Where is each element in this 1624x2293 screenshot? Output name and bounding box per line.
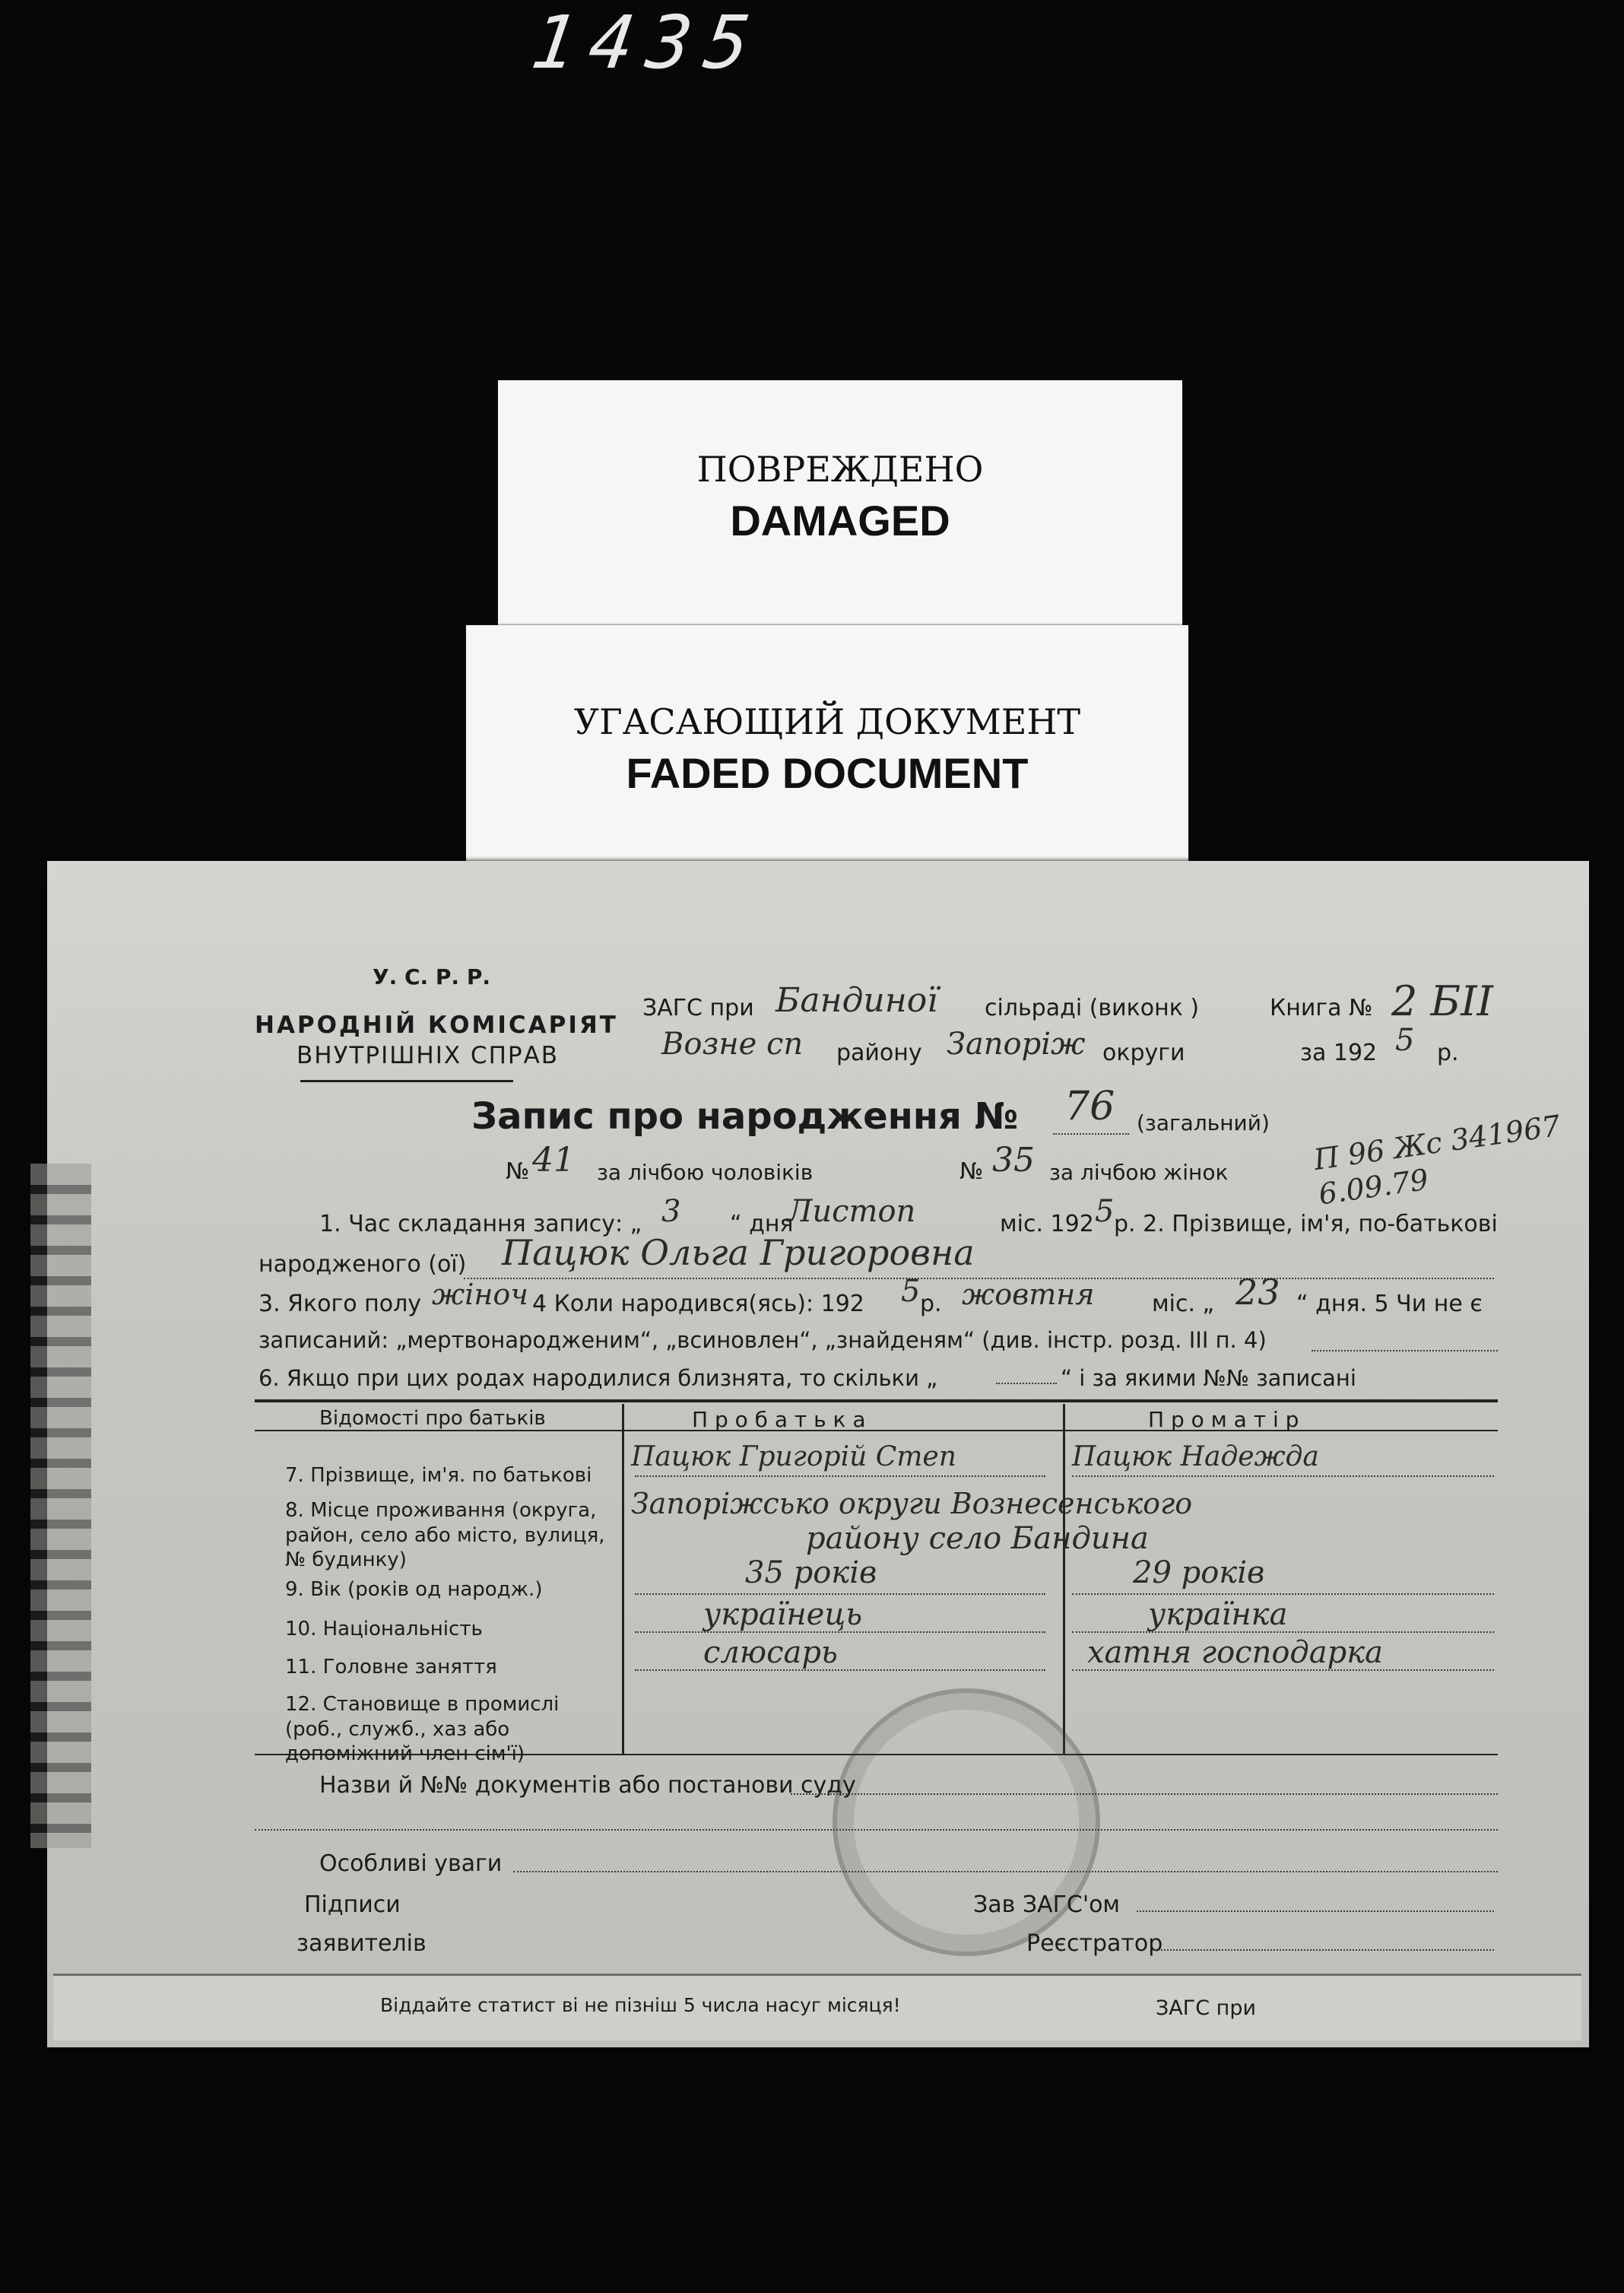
faded-label-en: FADED DOCUMENT — [626, 749, 1029, 797]
damaged-label — [498, 380, 1182, 662]
zags-prefix: ЗАГС при — [642, 995, 754, 1021]
mother-row-line-1 — [1072, 1475, 1494, 1477]
faded-label-ru: УГАСАЮЩИЙ ДОКУМЕНТ — [573, 701, 1081, 742]
line4-fill — [1312, 1350, 1498, 1351]
col-header-info: Відомості про батьків — [319, 1407, 546, 1430]
father-row-line-5 — [635, 1669, 1045, 1671]
okrug-label: округи — [1102, 1040, 1185, 1066]
faded-label — [466, 625, 1188, 861]
year-label: за 192 — [1300, 1040, 1378, 1066]
line4: записаний: „мертвонародженим“, „всиновлен“, „знайденям“ (див. інстр. розд. III п. 4) — [259, 1327, 1267, 1353]
archive-number: 1435 — [526, 0, 769, 85]
line1-c: міс. 192 — [1000, 1211, 1094, 1237]
father-row-line-4 — [635, 1631, 1045, 1633]
commissariat-line-1: НАРОДНІЙ КОМІСАРІЯТ — [255, 1012, 618, 1039]
father-name-hw: Пацюк Григорій Степ — [631, 1441, 956, 1472]
child-name-hw: Пацюк Ольга Григоровна — [502, 1232, 975, 1273]
damaged-label-en: DAMAGED — [730, 497, 950, 545]
record-number-hw: 76 — [1064, 1084, 1115, 1129]
row-label-residence: 8. Місце проживання (округа, район, село або місто, вулиця, № будинку) — [285, 1499, 605, 1571]
notes-line — [513, 1871, 1498, 1872]
district-hw: Возне сп — [661, 1027, 804, 1062]
line2-a: народженого (ої) — [259, 1251, 467, 1278]
female-count-hw: 35 — [992, 1141, 1035, 1180]
registrar-line — [1152, 1949, 1494, 1951]
row-label-name: 7. Прізвище, ім'я. по батькові — [285, 1464, 592, 1487]
record-number-line — [1053, 1133, 1129, 1135]
row-label-occupation: 11. Головне заняття — [285, 1656, 497, 1678]
mother-name-hw: Пацюк Надежда — [1072, 1441, 1319, 1472]
father-age-hw: 35 років — [745, 1555, 877, 1590]
male-label: за лічбою чоловіків — [597, 1160, 814, 1185]
zags-suffix: сільраді (виконк ) — [985, 995, 1200, 1021]
line5-b: “ і за якими №№ записані — [1061, 1365, 1356, 1391]
line1-d: р. 2. Прізвище, ім'я, по-батькові — [1114, 1211, 1498, 1237]
sex-hw: жіноч — [432, 1278, 528, 1311]
bottom-zags-label: ЗАГС при — [1156, 1996, 1257, 2020]
commissariat-line-2: ВНУТРІШНІХ СПРАВ — [297, 1042, 560, 1069]
father-nationality-hw: українець — [703, 1597, 863, 1632]
row-label-age: 9. Вік (років од народж.) — [285, 1578, 543, 1601]
male-count-hw: 41 — [532, 1141, 575, 1180]
col-header-mother: П р о м а т і р — [1148, 1407, 1299, 1432]
mother-row-line-4 — [1072, 1631, 1494, 1633]
father-residence-hw: Запоріжсько округи Вознесенського — [631, 1487, 1193, 1520]
district-label: району — [836, 1040, 922, 1066]
book-label: Книга № — [1270, 995, 1373, 1021]
birth-year-hw: 5 — [901, 1274, 921, 1309]
table-divider-2 — [1063, 1404, 1065, 1754]
okrug-hw: Запоріж — [947, 1027, 1086, 1062]
line3-d: міс. „ — [1152, 1291, 1215, 1317]
registrar-label: Реєстратор — [1026, 1930, 1163, 1957]
record-title: Запис про народження № — [471, 1095, 1019, 1138]
twins-fill — [996, 1383, 1057, 1384]
documents-line-2 — [255, 1829, 1498, 1831]
line1-b: “ дня — [730, 1211, 794, 1237]
father-row-line-1 — [635, 1475, 1045, 1477]
year-suffix: р. — [1437, 1040, 1459, 1066]
row-label-nationality: 10. Національність — [285, 1618, 483, 1640]
damaged-label-ru: ПОВРЕЖДЕНО — [696, 449, 984, 490]
general-label: (загальний) — [1137, 1110, 1270, 1135]
book-number-hw: 2 БІІ — [1391, 977, 1493, 1025]
father-occupation-hw: слюсарь — [703, 1635, 838, 1670]
table-divider-1 — [622, 1404, 624, 1754]
header-rule — [300, 1080, 513, 1082]
table-header-rule — [255, 1430, 1498, 1431]
row-label-status: 12. Становище в промислі (роб., служб., хаз або допоміжний член сім'ї) — [285, 1693, 560, 1765]
male-prefix: № — [506, 1158, 530, 1185]
table-top-rule — [255, 1399, 1498, 1402]
year-hw: 5 — [1395, 1023, 1415, 1058]
signatures-label-1: Підписи — [304, 1891, 401, 1918]
mother-nationality-hw: українка — [1148, 1597, 1288, 1632]
documents-line — [791, 1793, 1498, 1795]
line1-year-hw: 5 — [1095, 1194, 1115, 1229]
father-row-line-3 — [635, 1593, 1045, 1595]
head-zags-line — [1137, 1910, 1494, 1912]
ussr-heading: У. С. Р. Р. — [373, 964, 490, 989]
signatures-label-2: заявителів — [297, 1930, 427, 1957]
mother-residence-hw: району село Бандина — [806, 1521, 1149, 1556]
line3-c: р. — [920, 1291, 942, 1317]
birth-month-hw: жовтня — [962, 1278, 1095, 1311]
zags-village-hw: Бандиної — [776, 981, 938, 1020]
binding-edge — [30, 1164, 91, 1848]
line5-a: 6. Якщо при цих родах народилися близнята, то скільки „ — [259, 1365, 938, 1391]
mother-row-line-5 — [1072, 1669, 1494, 1671]
line3-e: “ дня. 5 Чи не є — [1296, 1291, 1483, 1317]
female-label: за лічбою жінок — [1049, 1160, 1229, 1185]
birth-day-hw: 23 — [1235, 1272, 1280, 1313]
line1-day-hw: 3 — [661, 1194, 681, 1229]
head-zags-label: Зав ЗАГС'ом — [973, 1891, 1121, 1918]
line3-b: 4 Коли народився(ясь): 192 — [532, 1291, 864, 1317]
col-header-father: П р о б а т ь к а — [692, 1407, 866, 1432]
mother-age-hw: 29 років — [1133, 1555, 1265, 1590]
line3-a: 3. Якого полу — [259, 1291, 422, 1317]
notes-label: Особливі уваги — [319, 1850, 503, 1877]
female-prefix: № — [959, 1158, 984, 1185]
bottom-instruction: Віддайте статист ві не пізніш 5 числа насуг місяця! — [380, 1994, 901, 2016]
mother-occupation-hw: хатня господарка — [1087, 1635, 1383, 1670]
mother-row-line-3 — [1072, 1593, 1494, 1595]
line1-a: 1. Час складання запису: „ — [319, 1211, 642, 1237]
documents-label: Назви й №№ документів або постанови суду — [319, 1772, 856, 1799]
archive-note-hw: П 96 Жс 341967 6.09.79 — [1312, 1108, 1562, 1212]
line1-month-hw: Листоп — [787, 1194, 916, 1229]
